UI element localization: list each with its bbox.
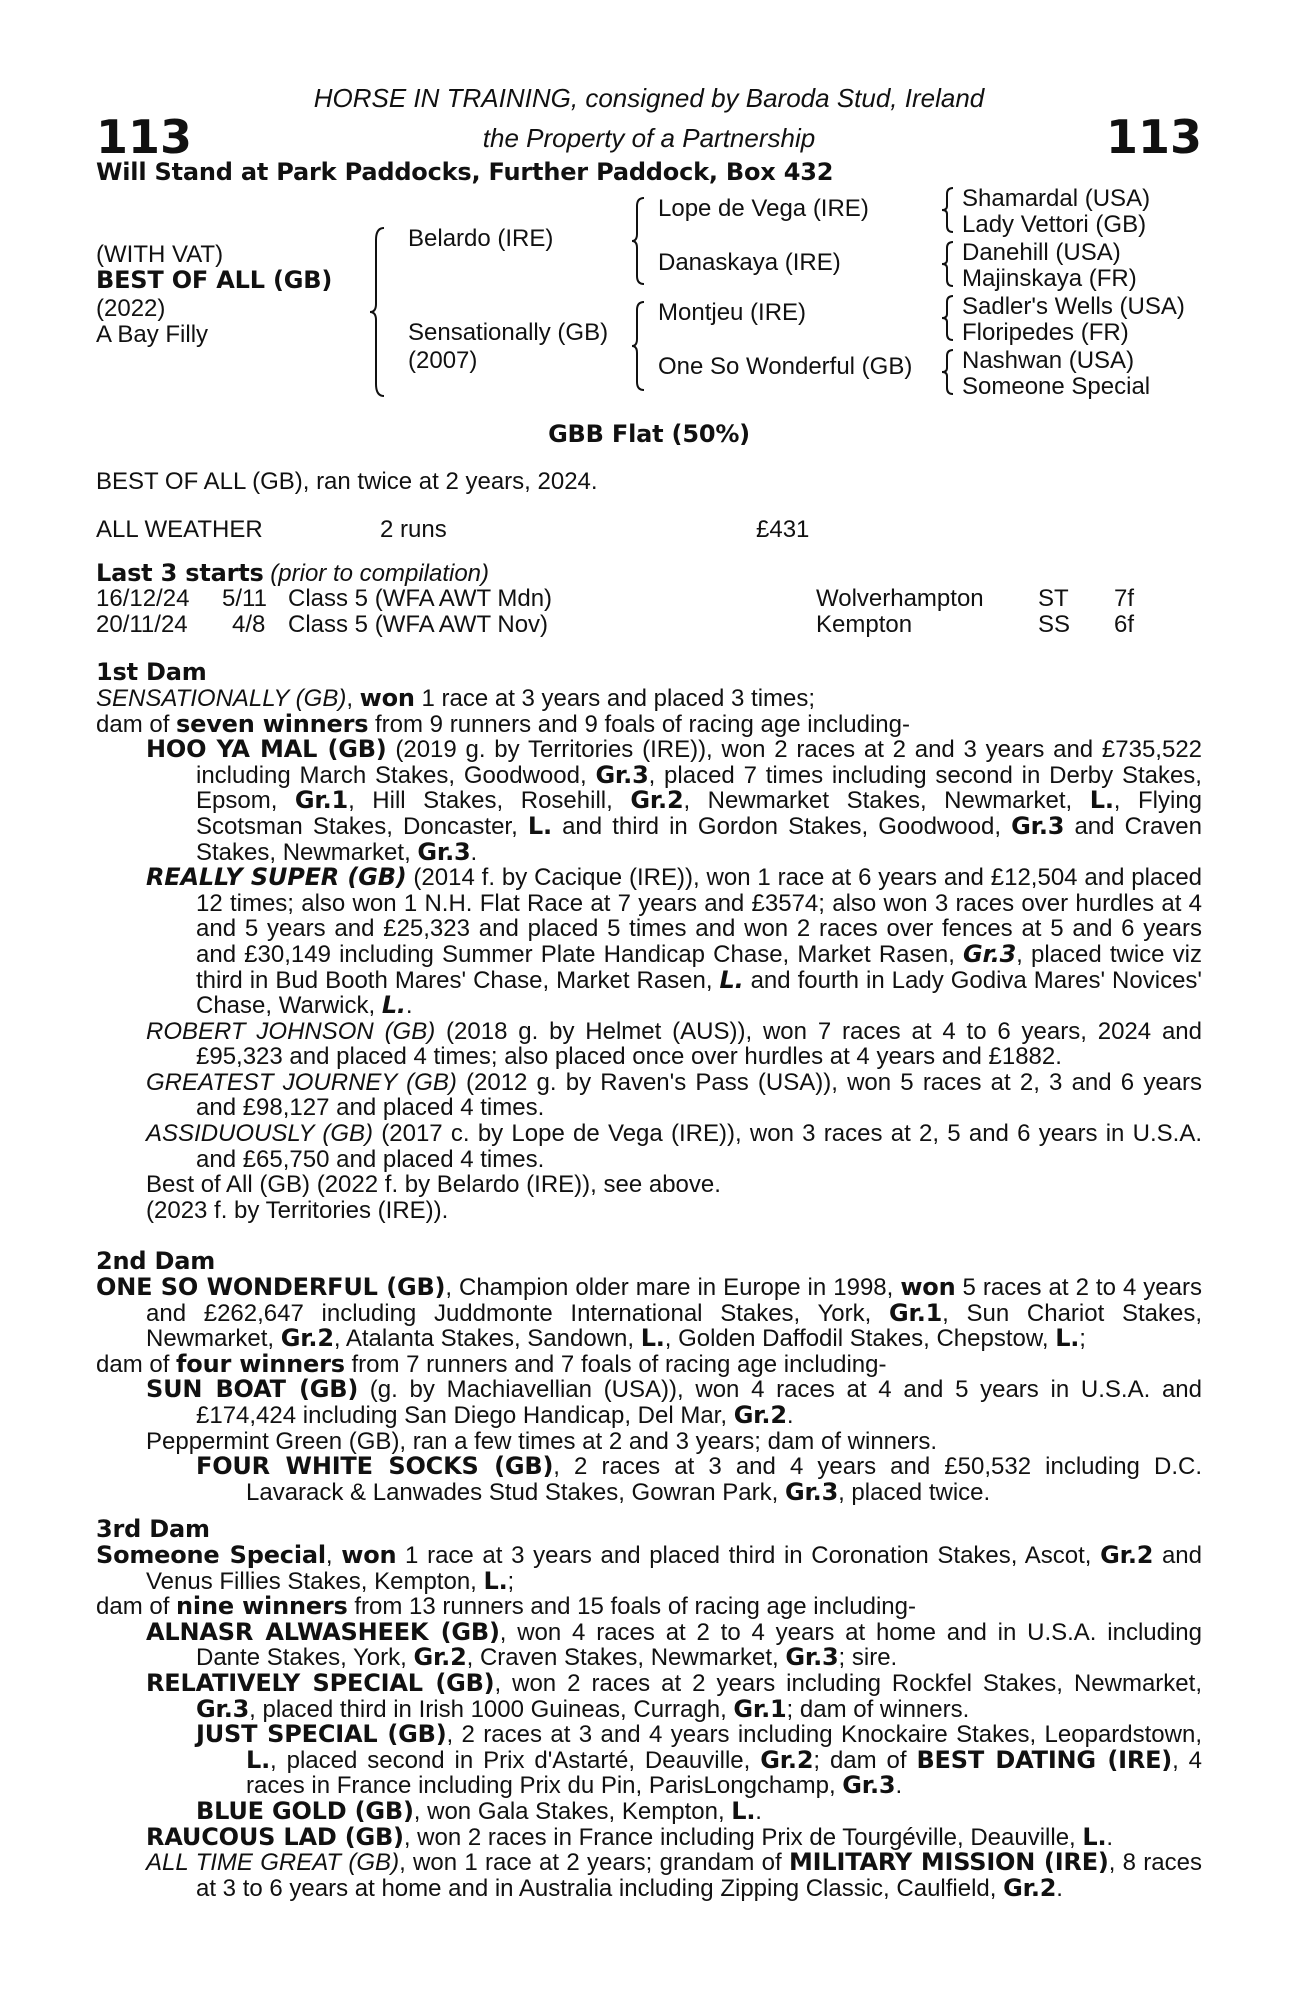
third-dam-record: Someone Special, won 1 race at 3 years and placed third in Coronation Stakes, Ascot, Gr.2 and Venus Fillies Stakes, Kempton, L.; — [96, 1540, 1202, 1595]
sire-dam-dam: Majinskaya (FR) — [962, 264, 1137, 292]
second-dam-produce: dam of four winners from 7 runners and 7 foals of racing age including- — [96, 1349, 887, 1378]
produce-relatively-special: RELATIVELY SPECIAL (GB), won 2 races at 2 years including Rockfel Stakes, Newmarket, Gr.3, placed third in Irish 1000 Guineas, Curragh, Gr.1; dam of winners. — [146, 1668, 1202, 1723]
sire-name: Belardo (IRE) — [408, 224, 554, 252]
produce-2023: (2023 f. by Territories (IRE)). — [146, 1196, 449, 1224]
produce-sun-boat: SUN BOAT (GB) (g. by Machiavellian (USA)), won 4 races at 4 and 5 years in U.S.A. and £174,424 including San Diego Handicap, Del Mar, Gr.2. — [146, 1375, 1202, 1429]
produce-raucous-lad: RAUCOUS LAD (GB), won 2 races in France including Prix de Tourgéville, Deauville, L.. — [146, 1822, 1114, 1851]
vat-note: (WITH VAT) — [96, 240, 224, 268]
last-starts-heading — [96, 558, 1202, 587]
aw-runs: 2 runs — [380, 515, 447, 543]
lot-number-left: 113 — [96, 110, 193, 164]
dam-dam: One So Wonderful (GB) — [658, 352, 913, 380]
horse-year: (2022) — [96, 294, 166, 322]
start-row — [96, 586, 1202, 612]
second-dam-record: ONE SO WONDERFUL (GB), Champion older mare in Europe in 1998, won 5 races at 2 to 4 years and £262,647 including Juddmonte International Stakes, York, Gr.1, Sun Chariot Stakes, Newmarket, Gr.2, Atalanta Stakes, Sandown, L., Golden Daffodil Stakes, Chepstow, L.; — [96, 1273, 1203, 1353]
start-date: 16/12/24 — [96, 585, 190, 613]
produce-peppermint-green: Peppermint Green (GB), ran a few times at 2 and 3 years; dam of winners. — [146, 1427, 938, 1455]
pedigree-table — [96, 186, 1202, 418]
race-summary: BEST OF ALL (GB), ran twice at 2 years, 2024. — [96, 468, 598, 496]
aw-prize: £431 — [756, 515, 810, 543]
start-date: 20/11/24 — [96, 611, 188, 639]
start-course: Kempton — [816, 611, 913, 639]
third-dam-heading: 3rd Dam — [96, 1515, 210, 1544]
start-race: Class 5 (WFA AWT Nov) — [288, 611, 549, 639]
brace-ss — [942, 186, 956, 234]
brace-sd — [942, 240, 956, 288]
produce-assiduously: ASSIDUOUSLY (GB) (2017 c. by Lope de Vega (IRE)), won 3 races at 2, 5 and 6 years in U.S.A. and £65,750 and placed 4 times. — [146, 1120, 1202, 1173]
third-dam-produce: dam of nine winners from 13 runners and 15 foals of racing age including- — [96, 1592, 916, 1621]
sire-sire-sire: Shamardal (USA) — [962, 184, 1151, 212]
all-weather-row — [96, 517, 1202, 543]
produce-best-of-all: Best of All (GB) (2022 f. by Belardo (IRE)), see above. — [146, 1171, 721, 1199]
sire-dam-sire: Danehill (USA) — [962, 238, 1121, 266]
last-starts-note: (prior to compilation) — [270, 559, 490, 587]
produce-robert-johnson: ROBERT JOHNSON (GB) (2018 g. by Helmet (AUS)), won 7 races at 4 to 6 years, 2024 and £95,323 and placed 4 times; also placed once over hurdles at 4 years and £1882. — [146, 1017, 1202, 1071]
brace-sire — [632, 196, 648, 286]
dam-year: (2007) — [408, 346, 478, 374]
brace-dam — [632, 300, 648, 392]
dam-sire-sire: Sadler's Wells (USA) — [962, 292, 1185, 320]
second-dam-heading: 2nd Dam — [96, 1247, 216, 1276]
header-property: the Property of a Partnership — [482, 123, 816, 153]
first-dam-heading: 1st Dam — [96, 658, 207, 687]
lot-number-right: 113 — [1105, 110, 1202, 164]
brace-dd — [942, 348, 956, 396]
dam-sire: Montjeu (IRE) — [658, 298, 807, 326]
last-starts-title: Last 3 starts — [96, 558, 264, 587]
aw-label: ALL WEATHER — [96, 515, 263, 543]
first-dam-record: SENSATIONALLY (GB), won 1 race at 3 years and placed 3 times; — [96, 683, 816, 712]
catalogue-page — [96, 78, 1202, 1901]
produce-blue-gold: BLUE GOLD (GB), won Gala Stakes, Kempton, L.. — [196, 1796, 762, 1825]
produce-alnasr-alwasheek: ALNASR ALWASHEEK (GB), won 4 races at 2 to 4 years at home and in U.S.A. including Dante Stakes, York, Gr.2, Craven Stakes, Newmarket, Gr.3; sire. — [146, 1617, 1203, 1672]
start-race: Class 5 (WFA AWT Mdn) — [288, 585, 553, 613]
produce-greatest-journey: GREATEST JOURNEY (GB) (2012 g. by Raven's Pass (USA)), won 5 races at 2, 3 and 6 years and £98,127 and placed 4 times. — [146, 1068, 1203, 1122]
header-consignor: HORSE IN TRAINING, consigned by Baroda Stud, Ireland — [313, 83, 985, 113]
horse-name: BEST OF ALL (GB) — [96, 265, 333, 294]
first-dam-produce: dam of seven winners from 9 runners and 9 foals of racing age including- — [96, 709, 910, 738]
start-position: 4/8 — [232, 611, 266, 639]
start-distance: 6f — [1114, 611, 1135, 639]
start-position: 5/11 — [222, 585, 267, 613]
produce-hoo-ya-mal: HOO YA MAL (GB) (2019 g. by Territories (IRE)), won 2 races at 2 and 3 years and £735,522 including March Stakes, Goodwood, Gr.3, placed 7 times including second in Derby Stakes, Epsom, Gr.1, Hill Stakes, Rosehill, Gr.2, Newmarket Stakes, Newmarket, L., Flying Scotsman Stakes, Doncaster, L. and third in Gordon Stakes, Goodwood, Gr.3 and Craven Stakes, Newmarket, Gr.3. — [146, 735, 1203, 866]
dam-name: Sensationally (GB) — [408, 318, 609, 346]
brace-main — [370, 226, 390, 398]
sire-sire-dam: Lady Vettori (GB) — [962, 210, 1147, 238]
produce-really-super: REALLY SUPER (GB) (2014 f. by Cacique (IRE)), won 1 race at 6 years and £12,504 and placed 12 times; also won 1 N.H. Flat Race at 7 years and £3574; also won 3 races over hurdles at 4 and 5 years and £25,323 and placed 5 times and won 2 races over fences at 5 and 6 years and £30,149 including Summer Plate Handicap Chase, Market Rasen, Gr.3, placed twice viz third in Bud Booth Mares' Chase, Market Rasen, L. and fourth in Lady Godiva Mares' Novices' Chase, Warwick, L.. — [146, 863, 1203, 1020]
start-row — [96, 612, 1202, 638]
dam-sire-dam: Floripedes (FR) — [962, 318, 1129, 346]
sire-dam: Danaskaya (IRE) — [658, 248, 841, 276]
start-going: ST — [1038, 585, 1069, 613]
produce-four-white-socks: FOUR WHITE SOCKS (GB), 2 races at 3 and 4 years and £50,532 including D.C. Lavarack & Lanwades Stud Stakes, Gowran Park, Gr.3, placed twice. — [196, 1452, 1202, 1506]
dam-dam-dam: Someone Special — [962, 372, 1151, 400]
gbb-rating: GBB Flat (50%) — [548, 419, 750, 448]
stand-location: Will Stand at Park Paddocks, Further Paddock, Box 432 — [96, 158, 834, 186]
horse-description: A Bay Filly — [96, 320, 209, 348]
produce-just-special: JUST SPECIAL (GB), 2 races at 3 and 4 years including Knockaire Stakes, Leopardstown, L., placed second in Prix d'Astarté, Deauville, Gr.2; dam of BEST DATING (IRE), 4 races in France including Prix du Pin, ParisLongchamp, Gr.3. — [196, 1720, 1203, 1800]
start-distance: 7f — [1114, 585, 1135, 613]
dam-dam-sire: Nashwan (USA) — [962, 346, 1135, 374]
sire-sire: Lope de Vega (IRE) — [658, 194, 869, 222]
produce-all-time-great: ALL TIME GREAT (GB), won 1 race at 2 years; grandam of MILITARY MISSION (IRE), 8 races at 3 to 6 years at home and in Australia including Zipping Classic, Caulfield, Gr.2. — [146, 1848, 1202, 1902]
brace-ds — [942, 294, 956, 342]
start-course: Wolverhampton — [816, 585, 984, 613]
start-going: SS — [1038, 611, 1071, 639]
